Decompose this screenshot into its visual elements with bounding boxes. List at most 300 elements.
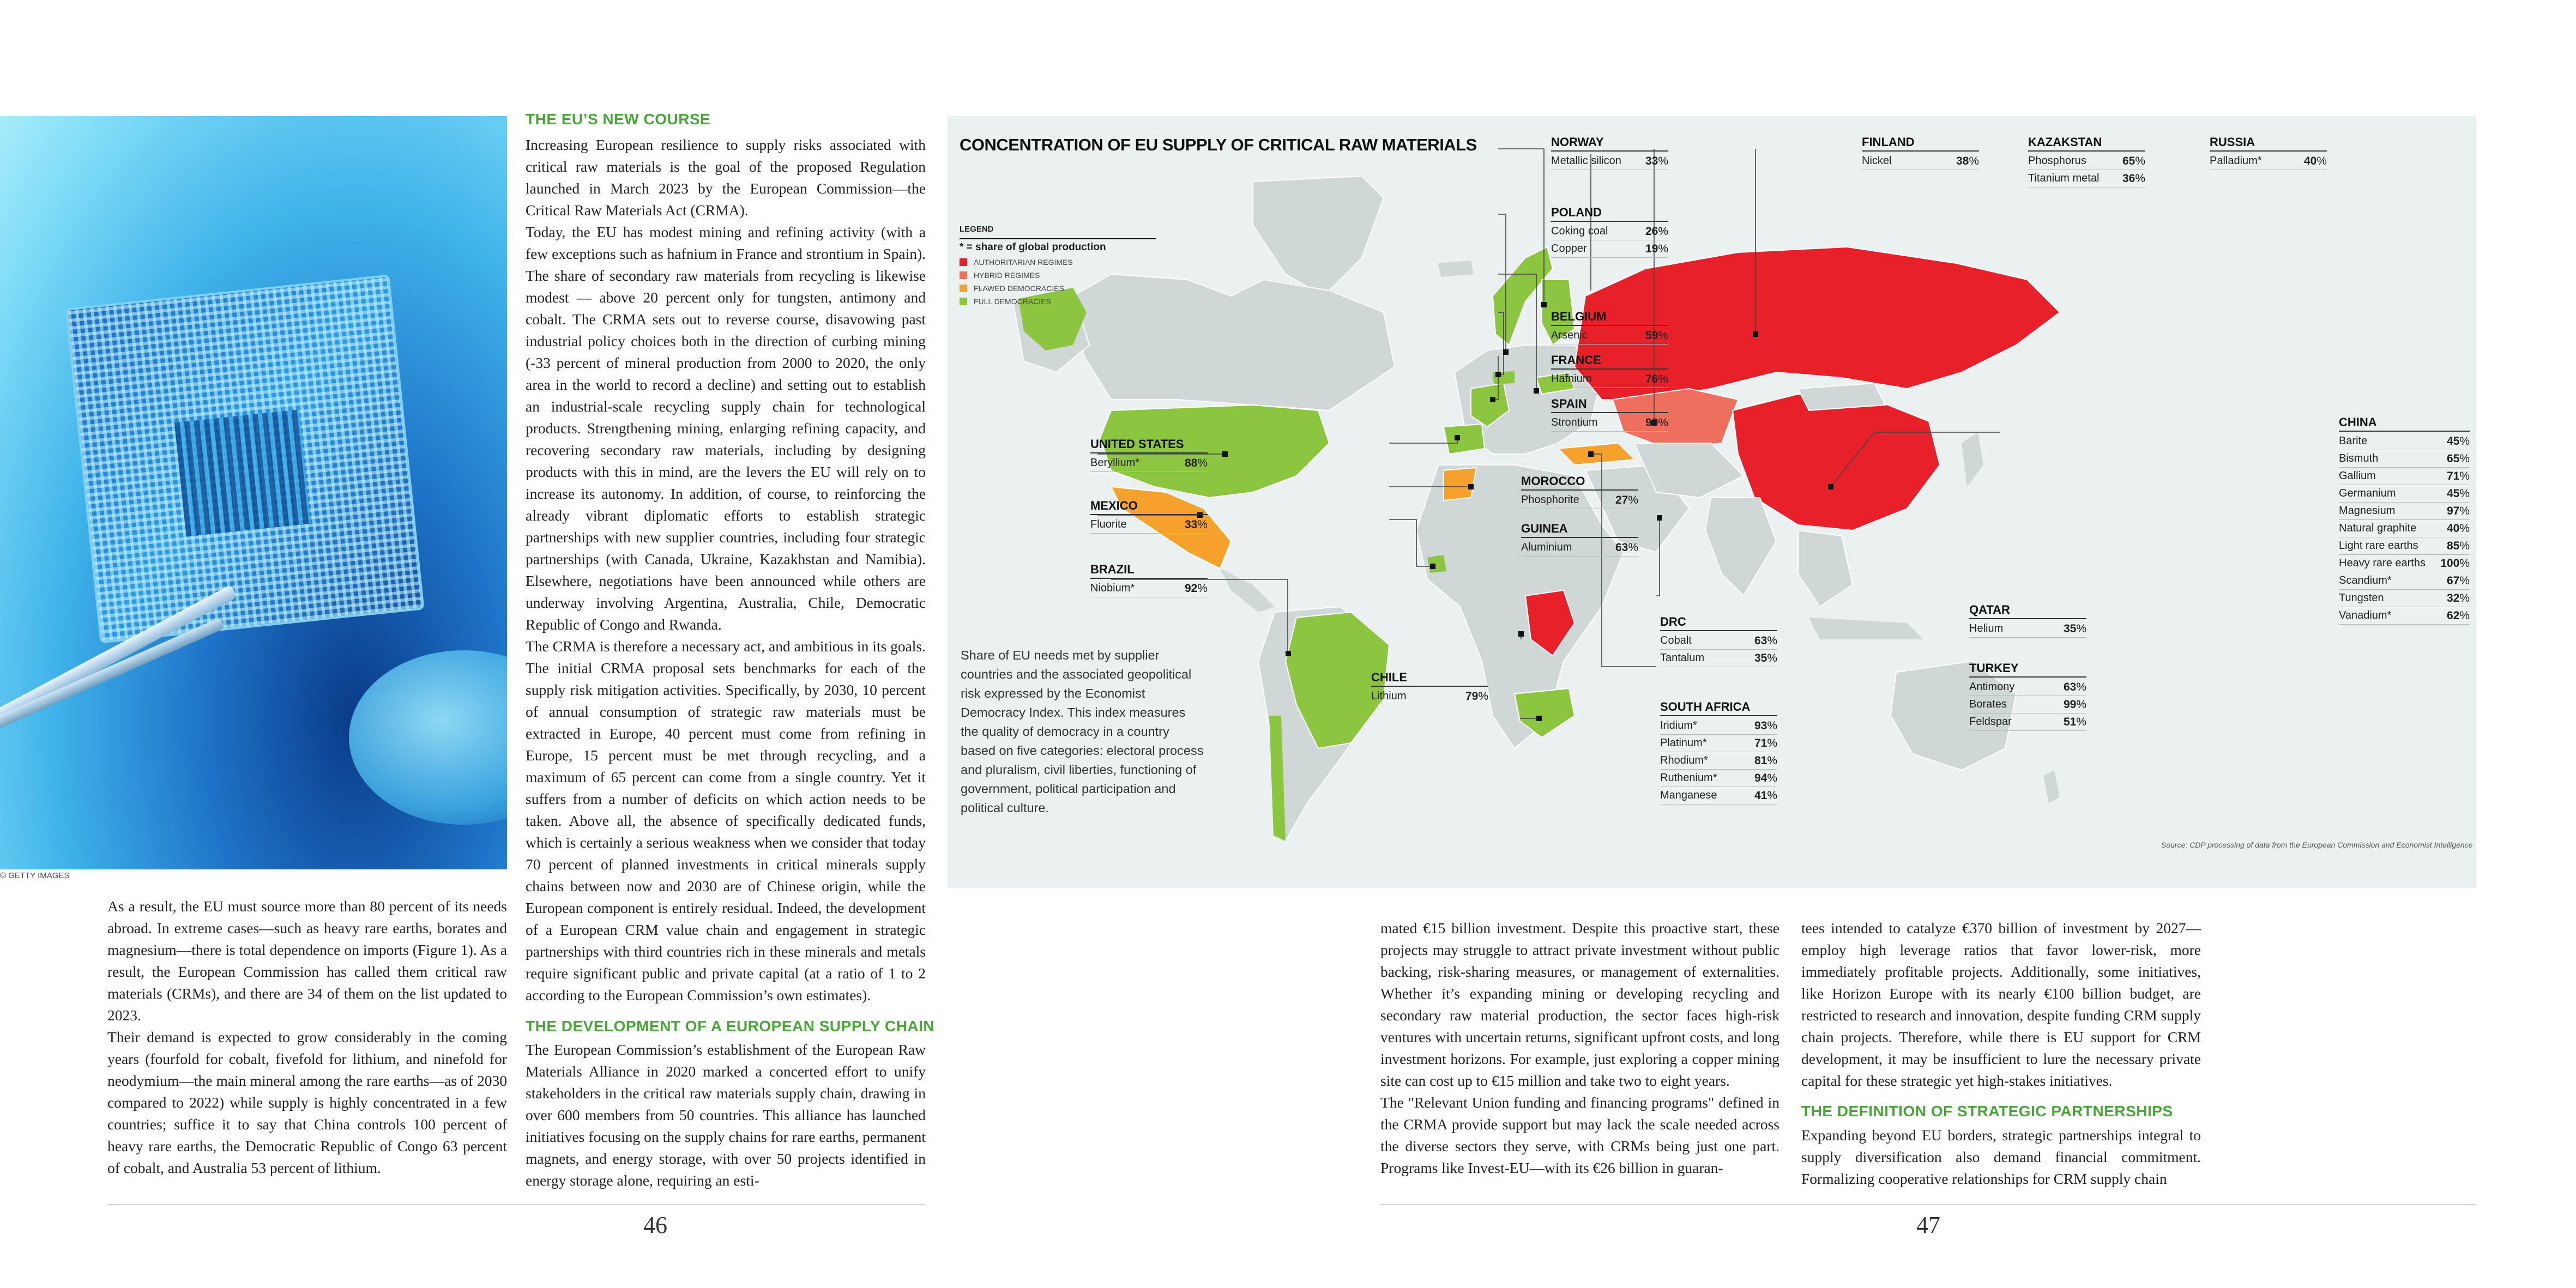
material-name: Aluminium	[1521, 541, 1572, 553]
se-asia-shape	[1798, 530, 1853, 607]
material-name: Metallic silicon	[1551, 155, 1621, 167]
material-row	[1551, 240, 1668, 258]
share-value: 76	[1645, 373, 1658, 385]
share-value: 35	[2063, 622, 2077, 635]
new-zealand-shape	[2043, 770, 2060, 803]
material-name: Nickel	[1862, 155, 1892, 167]
material-row	[1660, 770, 1777, 787]
material-share	[1615, 492, 1638, 509]
share-value: 41	[1754, 789, 1767, 802]
share-value: 59	[1645, 329, 1658, 342]
label-finland	[1862, 135, 1979, 170]
material-row	[2028, 170, 2145, 188]
material-row	[1660, 632, 1777, 650]
share-value: 40	[2446, 522, 2460, 535]
share-value: 63	[1754, 634, 1767, 647]
percent-sign: %	[1767, 772, 1777, 784]
material-name: Cobalt	[1660, 634, 1692, 646]
country-name: UNITED STATES	[1090, 437, 1184, 451]
material-share	[1754, 787, 1777, 804]
material-name: Heavy rare earths	[2339, 557, 2426, 569]
percent-sign: %	[1628, 541, 1638, 554]
material-name: Bismuth	[2339, 452, 2379, 464]
legend-label: AUTHORITARIAN REGIMES	[974, 258, 1073, 267]
material-name: Tungsten	[2339, 592, 2384, 604]
share-value: 38	[1956, 155, 1969, 167]
legend-swatch	[960, 285, 967, 292]
material-share	[1645, 240, 1668, 257]
material-row	[2339, 555, 2470, 572]
material-share	[2447, 572, 2470, 589]
percent-sign: %	[2135, 155, 2145, 167]
percent-sign: %	[2459, 540, 2470, 552]
material-row	[1521, 492, 1638, 509]
legend-item	[960, 297, 1156, 306]
material-share	[1465, 688, 1488, 705]
material-share	[1645, 327, 1668, 344]
label-qatar	[1969, 603, 2086, 638]
material-name: Arsenic	[1551, 329, 1588, 341]
country-name: FINLAND	[1862, 135, 1915, 149]
share-value: 92	[1184, 582, 1198, 595]
country-name: CHILE	[1371, 670, 1407, 684]
legend-share-note: * = share of global production	[960, 238, 1156, 253]
country-rule	[1660, 715, 1777, 716]
material-row	[1660, 752, 1777, 770]
label-norway	[1551, 135, 1668, 170]
material-name: Borates	[1969, 698, 2007, 710]
percent-sign: %	[1767, 652, 1777, 664]
paragraph: Their demand is expected to grow considerably in the coming years (fourfold for cobalt, fivefold for lithium, and ninefold for neodymium—the main mineral among the rare earths—as of 2030 compared to 2022) while supply is highly concentrated in a few countries; suffice it to say that China controls 100 percent of heavy rare earths, the Democratic Republic of Congo 63 percent of cobalt, and Australia 53 percent of lithium.	[107, 1029, 507, 1176]
material-name: Platinum*	[1660, 737, 1707, 749]
percent-sign: %	[2459, 487, 2470, 500]
heading-strategic-partnerships: THE DEFINITION OF STRATEGIC PARTNERSHIPS	[1801, 1103, 2173, 1120]
share-value: 79	[1465, 690, 1479, 703]
share-value: 93	[1754, 719, 1767, 732]
percent-sign: %	[2459, 609, 2470, 622]
country-rule	[1551, 412, 1668, 413]
country-rule	[1660, 630, 1777, 631]
legend-label: FLAWED DEMOCRACIES	[974, 284, 1064, 293]
share-value: 32	[2446, 592, 2460, 604]
material-share	[1645, 414, 1668, 431]
material-name: Coking coal	[1551, 225, 1608, 237]
material-name: Phosphorite	[1521, 494, 1579, 506]
label-south-africa	[1660, 700, 1777, 805]
percent-sign: %	[2076, 681, 2086, 693]
country-rule	[1551, 221, 1668, 222]
india-shape	[1705, 498, 1776, 596]
material-row	[2339, 433, 2470, 450]
material-share	[1615, 539, 1638, 556]
legend-swatch	[960, 298, 967, 305]
heading-eu-new-course: THE EU’S NEW COURSE	[526, 111, 711, 128]
material-row	[2339, 607, 2470, 625]
share-value: 45	[2446, 487, 2460, 500]
material-share	[1754, 752, 1777, 769]
material-name: Manganese	[1660, 789, 1717, 801]
country-rule	[1371, 686, 1488, 687]
legend-label: FULL DEMOCRACIES	[974, 297, 1051, 306]
share-value: 26	[1645, 225, 1658, 238]
material-row	[1090, 580, 1208, 597]
material-row	[1551, 223, 1668, 240]
share-value: 67	[2446, 575, 2460, 587]
country-rule	[1090, 514, 1208, 515]
country-name: GUINEA	[1521, 522, 1568, 535]
country-rule	[1551, 150, 1668, 152]
material-row	[2339, 485, 2470, 503]
country-rule	[2339, 431, 2470, 432]
label-spain	[1551, 397, 1668, 432]
iceland-shape	[1438, 261, 1474, 277]
country-name: RUSSIA	[2210, 135, 2255, 149]
material-name: Strontium	[1551, 416, 1598, 428]
percent-sign: %	[1628, 494, 1638, 506]
material-name: Titanium metal	[2028, 172, 2100, 184]
material-row	[2339, 503, 2470, 520]
percent-sign: %	[2316, 155, 2327, 167]
material-name: Niobium*	[1090, 582, 1135, 594]
legend-swatch	[960, 271, 967, 279]
legend-item	[960, 258, 1156, 267]
material-row	[2339, 450, 2470, 468]
percent-sign: %	[2459, 575, 2470, 587]
material-share	[2064, 696, 2086, 713]
label-brazil	[1090, 563, 1208, 597]
material-row	[2339, 520, 2470, 537]
label-morocco	[1521, 474, 1638, 509]
label-russia	[2210, 135, 2327, 170]
share-value: 100	[2440, 557, 2460, 570]
paragraph: tees intended to catalyze €370 billion of investment by 2027—employ high leverage ratios that favor lower-risk, more immediately profitable projects. Additionally, some initiatives, like Horizon Europe with its nearly €100 billion budget, are restricted to research and innovation, despite funding CRM supply chain projects. Therefore, while there is EU support for CRM development, it may be insufficient to lure the necessary private capital for these strategic yet high-stakes initiatives.	[1801, 920, 2201, 1089]
material-name: Natural graphite	[2339, 522, 2417, 534]
material-row	[1660, 735, 1777, 752]
material-row	[1660, 717, 1777, 735]
material-row	[1521, 539, 1638, 557]
share-value: 85	[2446, 540, 2460, 552]
share-value: 63	[2063, 681, 2077, 693]
percent-sign: %	[1658, 243, 1668, 255]
legend-title: LEGEND	[960, 225, 994, 234]
share-value: 51	[2063, 716, 2077, 728]
percent-sign: %	[1658, 225, 1668, 238]
percent-sign: %	[2459, 557, 2470, 570]
share-value: 27	[1615, 494, 1628, 506]
indonesia-shape	[1809, 618, 1923, 639]
share-value: 99	[1645, 416, 1658, 429]
share-value: 33	[1184, 518, 1198, 531]
material-name: Barite	[2339, 435, 2368, 447]
material-share	[2447, 520, 2470, 537]
finger-shape	[349, 650, 507, 825]
percent-sign: %	[2459, 592, 2470, 604]
material-name: Iridium*	[1660, 719, 1697, 731]
material-name: Beryllium*	[1090, 457, 1140, 469]
country-name: CHINA	[2339, 415, 2377, 429]
paragraph: Expanding beyond EU borders, strategic partnerships integral to supply diversification also demand financial commitment. Formalizing cooperative relationships for CRM supply chain	[1801, 1127, 2201, 1187]
material-row	[1969, 696, 2086, 713]
material-name: Scandium*	[2339, 575, 2392, 586]
label-belgium	[1551, 310, 1668, 344]
share-value: 65	[2446, 452, 2460, 465]
paragraph: mated €15 billion investment. Despite this proactive start, these projects may struggle to attract private investment without public backing, risk-sharing measures, or management of externalities. Whether it’s expanding mining or developing recycling and secondary raw material production, the sector faces high-risk ventures with uncertain returns, significant upfront costs, and long investment horizons. For example, just exploring a copper mining site can cost up to €15 million and take two to eight years.	[1380, 920, 1779, 1089]
label-turkey	[1969, 661, 2086, 731]
share-value: 88	[1184, 457, 1198, 469]
country-rule	[1521, 489, 1638, 491]
share-value: 33	[1645, 155, 1658, 167]
percent-sign: %	[1197, 518, 1208, 531]
japan-shape	[1962, 432, 1983, 487]
percent-sign: %	[2076, 698, 2086, 711]
label-kazakstan	[2028, 135, 2145, 188]
percent-sign: %	[1197, 457, 1208, 469]
country-name: POLAND	[1551, 205, 1602, 219]
heading-european-supply-chain: THE DEVELOPMENT OF A EUROPEAN SUPPLY CHAIN	[526, 1018, 935, 1035]
material-share	[2447, 590, 2470, 607]
share-value: 71	[2446, 470, 2460, 482]
percent-sign: %	[1658, 329, 1668, 342]
material-share	[2447, 607, 2470, 624]
right-column-1	[1380, 917, 1779, 1179]
material-share	[2447, 503, 2470, 519]
label-china	[2339, 415, 2470, 625]
material-row	[1551, 327, 1668, 344]
percent-sign: %	[1658, 373, 1668, 385]
label-chile	[1371, 670, 1488, 705]
material-row	[2339, 572, 2470, 590]
label-poland	[1551, 205, 1668, 258]
page-number-right: 47	[1916, 1212, 1940, 1238]
country-rule	[1551, 325, 1668, 326]
share-value: 99	[2063, 698, 2077, 711]
share-value: 40	[2303, 155, 2317, 167]
material-row	[1969, 620, 2086, 638]
share-value: 71	[1754, 737, 1767, 749]
percent-sign: %	[1767, 719, 1777, 732]
material-share	[2447, 433, 2470, 450]
material-row	[2210, 153, 2327, 170]
country-rule	[1521, 537, 1638, 538]
material-name: Antimony	[1969, 681, 2015, 693]
percent-sign: %	[2459, 452, 2470, 465]
material-share	[2447, 537, 2470, 554]
material-share	[1645, 153, 1668, 170]
share-value: 45	[2446, 435, 2460, 448]
percent-sign: %	[2459, 435, 2470, 448]
percent-sign: %	[1969, 155, 1979, 167]
share-value: 62	[2446, 609, 2460, 622]
label-united-states	[1090, 437, 1208, 472]
paragraph: The European Commission’s establishment of the European Raw Materials Alliance in 2020 marked a concerted effort to unify stakeholders in the critical raw materials supply chain, drawing in over 600 members from 50 countries. This alliance has launched initiatives focusing on the supply chains for rare earths, permanent magnets, and energy storage, with over 50 projects identified in energy storage alone, requiring an esti-	[526, 1041, 926, 1189]
material-share	[2447, 450, 2470, 467]
material-name: Ruthenium*	[1660, 772, 1717, 784]
country-name: MEXICO	[1090, 499, 1138, 512]
map-note: Share of EU needs met by supplier countries and the associated geopolitical risk expressed by the Economist Democracy Index. This index measures the quality of democracy in a country based on five categories: electoral process and pluralism, civil liberties, functioning of government, political participation and political culture.	[961, 648, 1204, 815]
share-value: 81	[1754, 754, 1767, 767]
material-share	[2064, 679, 2086, 696]
share-value: 94	[1754, 772, 1767, 784]
material-share	[2064, 713, 2086, 730]
country-name: SOUTH AFRICA	[1660, 700, 1751, 713]
footer-rule-right	[1380, 1204, 2476, 1205]
right-column-2b	[1801, 1124, 2201, 1190]
material-share	[2304, 153, 2327, 170]
share-value: 97	[2446, 505, 2460, 517]
legend-item	[960, 284, 1156, 293]
material-row	[1969, 679, 2086, 696]
material-row	[1660, 650, 1777, 667]
material-name: Tantalum	[1660, 652, 1705, 664]
share-value: 19	[1645, 243, 1658, 255]
left-column-2b	[526, 1039, 926, 1192]
material-share	[2440, 555, 2470, 572]
country-rule	[1862, 150, 1979, 152]
legend-item	[960, 271, 1156, 280]
material-row	[1090, 516, 1208, 534]
material-row	[1551, 371, 1668, 388]
material-share	[1645, 371, 1668, 388]
label-mexico	[1090, 499, 1208, 534]
country-rule	[1969, 676, 2086, 678]
share-value: 36	[2122, 172, 2135, 185]
central-america-shape	[1220, 569, 1275, 612]
material-share	[1185, 455, 1208, 471]
percent-sign: %	[1767, 754, 1777, 767]
mongolia-shape	[1798, 383, 1885, 410]
label-france	[1551, 353, 1668, 388]
right-column-2	[1801, 917, 2201, 1092]
material-share	[1185, 580, 1208, 597]
microchip-photo	[0, 116, 507, 869]
percent-sign: %	[2076, 716, 2086, 728]
material-share	[1956, 153, 1979, 170]
material-name: Vanadium*	[2339, 609, 2392, 621]
country-name: MOROCCO	[1521, 474, 1585, 488]
country-name: FRANCE	[1551, 353, 1601, 367]
material-share	[1754, 735, 1777, 752]
percent-sign: %	[2135, 172, 2145, 185]
spain-shape	[1444, 424, 1485, 454]
material-name: Feldspar	[1969, 716, 2012, 728]
material-share	[1754, 632, 1777, 649]
country-rule	[1090, 452, 1208, 453]
map-legend	[960, 225, 1156, 306]
percent-sign: %	[1658, 155, 1668, 167]
country-rule	[1969, 618, 2086, 619]
country-name: QATAR	[1969, 603, 2010, 616]
material-row	[2028, 153, 2145, 170]
page-number-left: 46	[643, 1212, 667, 1238]
percent-sign: %	[1478, 690, 1488, 703]
material-row	[1551, 414, 1668, 432]
left-column-1	[107, 896, 507, 1179]
material-name: Fluorite	[1090, 518, 1127, 530]
material-share	[2122, 170, 2145, 187]
share-value: 35	[1754, 652, 1767, 664]
paragraph: The "Relevant Union funding and financing programs" defined in the CRMA provide support but may lack the scale needed across the diverse sectors they serve, with CRMs being just one part. Programs like Invest-EU—with its €26 billion in guaran-	[1380, 1094, 1779, 1176]
country-name: SPAIN	[1551, 397, 1587, 410]
share-value: 63	[1615, 541, 1628, 554]
legend-label: HYBRID REGIMES	[974, 271, 1040, 280]
label-guinea	[1521, 522, 1638, 557]
material-name: Copper	[1551, 243, 1587, 255]
paragraph: As a result, the EU must source more than 80 percent of its needs abroad. In extreme cases—such as heavy rare earths, borates and magnesium—there is total dependence on imports (Figure 1). As a result, the European Commission has called them critical raw materials (CRMs), and there are 34 of them on the list updated to 2023.	[107, 898, 507, 1024]
material-row	[2339, 537, 2470, 555]
label-drc	[1660, 615, 1777, 667]
material-row	[1371, 688, 1488, 705]
percent-sign: %	[2076, 622, 2086, 635]
paragraph: Increasing European resilience to supply risks associated with critical raw materials is the goal of the proposed Regulation launched in March 2023 by the European Commission—the Critical Raw Materials Act (CRMA).	[526, 136, 926, 219]
material-name: Phosphorus	[2028, 155, 2086, 167]
material-name: Gallium	[2339, 470, 2376, 482]
legend-swatch	[960, 258, 967, 266]
country-rule	[1090, 578, 1208, 579]
material-share	[2064, 620, 2086, 637]
material-name: Germanium	[2339, 487, 2396, 499]
country-rule	[2210, 150, 2327, 152]
material-row	[2339, 590, 2470, 607]
material-share	[1754, 717, 1777, 734]
material-name: Palladium*	[2210, 155, 2262, 167]
paragraph: The CRMA is therefore a necessary act, and ambitious in its goals. The initial CRMA proposal sets benchmarks for each of the supply risk mitigation activities. Specifically, by 2030, 10 percent of annual consumption of strategic raw materials must be extracted in Europe, 40 percent must come from refining in Europe, 15 percent must be met through recycling, and a maximum of 65 percent can come from a single country. Yet it suffers from a number of deficits on which action needs to be taken. Above all, the absence of specifically dedicated funds, which is certainly a serious weakness when we consider that today 70 percent of planned investments in critical minerals supply chains between now and 2030 are of Chinese origin, while the European component is entirely residual. Indeed, the development of a European CRM value chain and engagement in strategic partnerships with third countries rich in these minerals and metals require significant public and private capital (at a ratio of 1 to 2 according to the European Commission’s own estimates).	[526, 638, 926, 1003]
percent-sign: %	[1658, 416, 1668, 429]
percent-sign: %	[1767, 789, 1777, 802]
material-share	[1754, 650, 1777, 667]
material-name: Rhodium*	[1660, 754, 1708, 766]
material-row	[1660, 787, 1777, 805]
photo-credit: © GETTY IMAGES	[0, 871, 70, 880]
country-name: BRAZIL	[1090, 563, 1135, 576]
material-row	[1551, 153, 1668, 170]
footer-rule-left	[107, 1204, 925, 1205]
material-share	[2447, 485, 2470, 502]
percent-sign: %	[1767, 634, 1777, 647]
map-source: Source: CDP processing of data from the European Commission and Economist Intelligence	[2161, 840, 2473, 849]
material-share	[1185, 516, 1208, 533]
material-share	[2447, 468, 2470, 485]
material-name: Hafnium	[1551, 373, 1592, 385]
map-title: CONCENTRATION OF EU SUPPLY OF CRITICAL RAW MATERIALS	[960, 135, 1477, 154]
percent-sign: %	[2459, 470, 2470, 482]
material-share	[1645, 223, 1668, 240]
country-rule	[1551, 368, 1668, 370]
material-row	[1862, 153, 1979, 170]
percent-sign: %	[1767, 737, 1777, 749]
percent-sign: %	[1197, 582, 1208, 595]
share-value: 65	[2122, 155, 2135, 167]
material-name: Light rare earths	[2339, 540, 2418, 552]
country-name: DRC	[1660, 615, 1686, 628]
country-name: KAZAKSTAN	[2028, 135, 2102, 149]
country-name: BELGIUM	[1551, 310, 1607, 323]
country-name: TURKEY	[1969, 661, 2019, 675]
material-name: Magnesium	[2339, 505, 2396, 517]
paragraph: Today, the EU has modest mining and refining activity (with a few exceptions such as hafnium in France and strontium in Spain). The share of secondary raw materials from recycling is likewise modest — above 20 percent only for tungsten, antimony and cobalt. The CRMA sets out to reverse course, disavowing past industrial policy choices both in the direction of curbing mining (-33 percent of mineral production from 2000 to 2020, the only area in the world to record a decline) and setting out to establish an industrial-scale recycling supply chain for technological products. Strengthening mining, enlarging refining capacity, and recovering secondary raw materials, including by designing products with this in mind, are the levers the EU will rely on to increase its autonomy. In addition, of course, to reinforcing the already vibrant diplomatic efforts to establish strategic partnerships with new supplier countries, including four strategic partnerships (with Canada, Ukraine, Kazakhstan and Namibia). Elsewhere, negotiations have been announced while others are underway involving Argentina, Australia, Chile, Democratic Republic of Congo and Rwanda.	[526, 223, 926, 633]
material-share	[2122, 153, 2145, 170]
material-row	[1090, 455, 1208, 472]
material-row	[2339, 468, 2470, 485]
percent-sign: %	[2459, 522, 2470, 535]
percent-sign: %	[2459, 505, 2470, 517]
left-column-2a	[526, 134, 926, 1006]
greenland-shape	[1253, 176, 1384, 296]
material-name: Lithium	[1371, 690, 1407, 702]
country-name: NORWAY	[1551, 135, 1604, 149]
country-rule	[2028, 150, 2145, 152]
material-name: Helium	[1969, 622, 2004, 634]
material-row	[1969, 713, 2086, 731]
